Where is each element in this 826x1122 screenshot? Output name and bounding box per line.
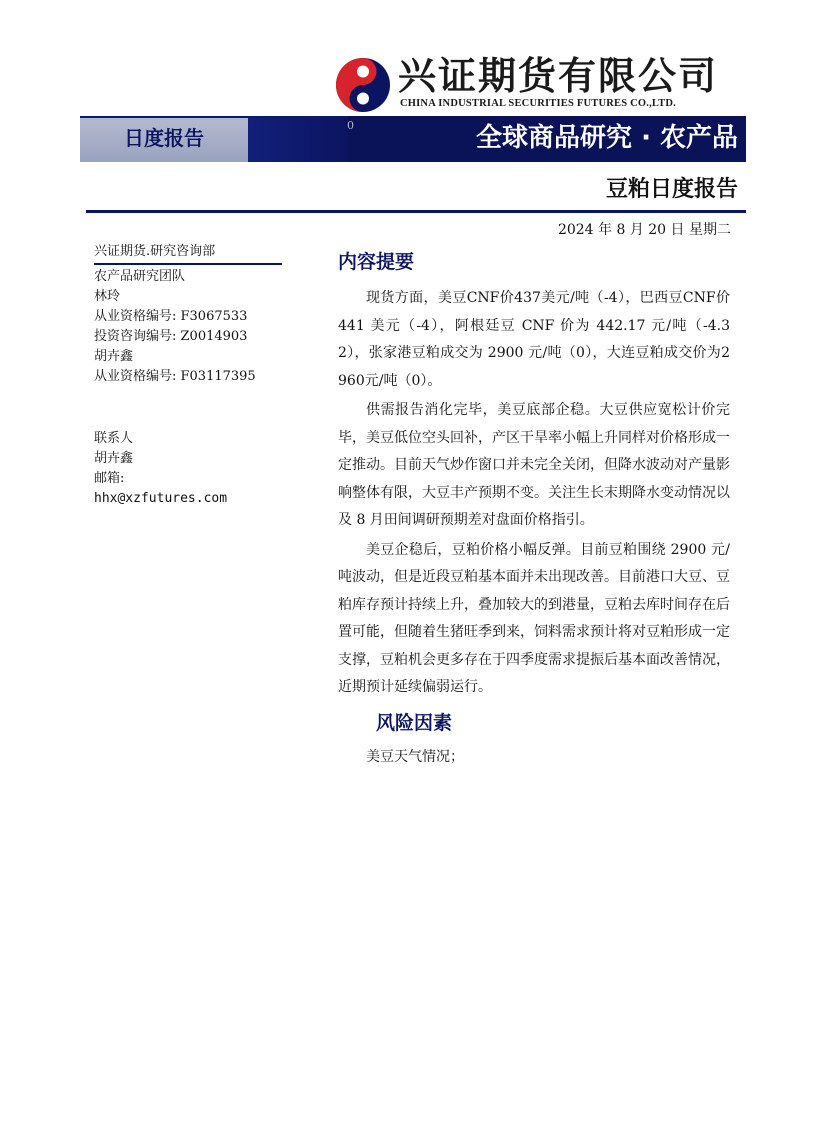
banner-gradient-panel [248, 116, 348, 162]
title-divider [86, 210, 746, 213]
author-sidebar [94, 243, 282, 509]
contact-label: 联系人 [94, 431, 134, 446]
qualification-number: 从业资格编号: F3067533 [94, 309, 248, 324]
company-name-cn: 兴证期货有限公司 [398, 54, 719, 98]
advisory-number: 投资咨询编号: Z0014903 [94, 329, 248, 344]
summary-paragraph: 供需报告消化完毕，美豆底部企稳。大豆供应宽松计价完毕，美豆低位空头回补，产区干旱率小幅上升同样对价格形成一定推动。目前天气炒作窗口并未完全关闭，但降水波动对产量影响整体有限，大豆丰产预期不变。关注生长末期降水变动情况以及 8 月田间调研预期差对盘面价格指引。 [338, 402, 730, 528]
contact-name: 胡卉鑫 [94, 451, 134, 466]
team-name: 农产品研究团队 [94, 269, 186, 284]
department-divider [94, 263, 282, 265]
page-title: 豆粕日度报告 [605, 177, 738, 202]
risk-item: 美豆天气情况； [366, 748, 464, 765]
qualification-number: 从业资格编号: F03117395 [94, 369, 256, 384]
report-date: 2024 年 8 月 20 日 星期二 [557, 222, 731, 238]
company-name-en: CHINA INDUSTRIAL SECURITIES FUTURES CO.,LTD. [400, 98, 676, 109]
email-label: 邮箱: [94, 471, 125, 486]
banner-marker: 0 [347, 119, 354, 132]
report-banner [80, 116, 746, 162]
summary-heading: 内容提要 [338, 251, 415, 273]
analyst-name: 胡卉鑫 [94, 349, 134, 364]
research-category-label: 全球商品研究 · 农产品 [476, 123, 738, 153]
summary-paragraph: 美豆企稳后，豆粕价格小幅反弹。目前豆粕围绕 2900 元/吨波动，但是近段豆粕基本面并未出现改善。目前港口大豆、豆粕库存预计持续上升，叠加较大的到港量，豆粕去库时间存在后置可能，但随着生猪旺季到来，饲料需求预计将对豆粕形成一定支撑，豆粕机会更多存在于四季度需求提振后基本面改善情况，近期预计延续偏弱运行。 [338, 541, 730, 695]
analyst-name: 林玲 [94, 289, 121, 304]
company-logo-icon [334, 56, 392, 114]
risk-heading: 风险因素 [376, 711, 453, 734]
email-link[interactable]: hhx@xzfutures.com [94, 491, 228, 506]
main-content [338, 245, 730, 771]
report-type-label: 日度报告 [124, 126, 204, 150]
department-name: 兴证期货.研究咨询部 [94, 244, 216, 259]
summary-paragraph: 现货方面，美豆CNF价437美元/吨（-4），巴西豆CNF价 441 美元（-4），阿根廷豆 CNF 价为 442.17 元/吨（-4.32），张家港豆粕成交为 2900 元/吨（0），大连豆粕成交价为2960元/吨（0）。 [338, 290, 730, 389]
